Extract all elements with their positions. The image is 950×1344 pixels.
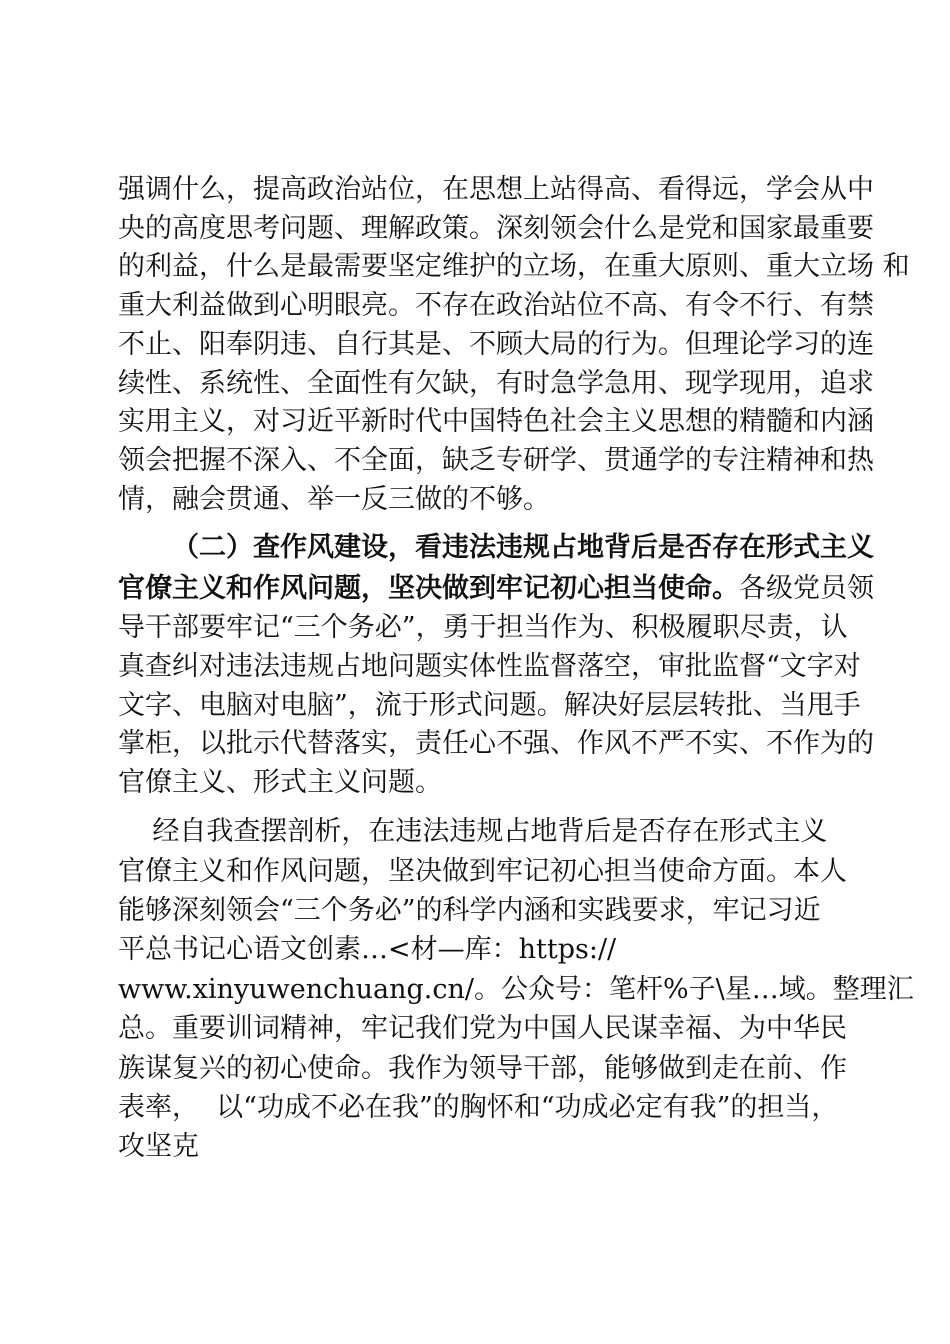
- paragraph-1-line: 续性、系统性、全面性有欠缺，有时急学急用、现学现用，追求: [118, 368, 874, 399]
- paragraph-3-line: www.xinyuwenchuang.cn/。公众号：笔杆%子\星…域。整理汇: [118, 974, 914, 1005]
- section-heading: （二）查作风建设，看违法违规占地背后是否存在形式主义: [172, 532, 874, 563]
- paragraph-1-line: 重大利益做到心明眼亮。不存在政治站位不高、有令不行、有禁: [118, 290, 874, 321]
- paragraph-1-line: 不止、阳奉阴违、自行其是、不顾大局的行为。但理论学习的连: [118, 329, 874, 360]
- paragraph-3-line: 攻坚克: [118, 1131, 199, 1162]
- paragraph-3-line: 经自我查摆剖析，在违法违规占地背后是否存在形式主义: [118, 816, 828, 847]
- paragraph-2-text: 各级党员领: [739, 573, 874, 604]
- paragraph-1-line: 央的高度思考问题、理解政策。深刻领会什么是党和国家最重要: [118, 213, 874, 244]
- paragraph-2-line: 文字、电脑对电脑”，流于形式问题。解决好层层转批、当甩手: [118, 690, 861, 721]
- section-heading-tail: 官僚主义和作风问题，坚决做到牢记初心担当使命。: [118, 573, 739, 604]
- paragraph-2-line: 导干部要牢记“三个务必”，勇于担当作为、积极履职尽责，认: [118, 612, 848, 643]
- paragraph-2-line: 掌柜，以批示代替落实，责任心不强、作风不严不实、不作为的: [118, 728, 874, 759]
- paragraph-1-line: 情，融会贯通、举一反三做的不够。: [118, 484, 550, 515]
- paragraph-3-line: 能够深刻领会“三个务必”的科学内涵和实践要求，牢记习近: [118, 895, 821, 926]
- paragraph-2-line: 官僚主义、形式主义问题。: [118, 767, 442, 798]
- paragraph-3-line: 官僚主义和作风问题，坚决做到牢记初心担当使命方面。本人: [118, 856, 847, 887]
- paragraph-2-line: 真查纠对违法违规占地问题实体性监督落空，审批监督“文字对: [118, 651, 861, 682]
- paragraph-1-line: 领会把握不深入、不全面，缺乏专研学、贯通学的专注精神和热: [118, 445, 874, 476]
- paragraph-3-line: 族谋复兴的初心使命。我作为领导干部，能够做到走在前、作: [118, 1053, 847, 1084]
- section-heading-continued: [118, 569, 874, 609]
- paragraph-1-line: 的利益，什么是最需要坚定维护的立场，在重大原则、重大立场 和: [118, 251, 910, 282]
- paragraph-1-line: 实用主义，对习近平新时代中国特色社会主义思想的精髓和内涵: [118, 406, 874, 437]
- paragraph-3-line: 表率， 以“功成不必在我”的胸怀和“功成必定有我”的担当，: [118, 1092, 839, 1123]
- paragraph-1-line: 强调什么，提高政治站位，在思想上站得高、看得远，学会从中: [118, 174, 874, 205]
- paragraph-3-line: 平总书记心语文创素…<材—库：https://: [118, 934, 617, 965]
- paragraph-3-line: 总。重要训词精神，牢记我们党为中国人民谋幸福、为中华民: [118, 1013, 847, 1044]
